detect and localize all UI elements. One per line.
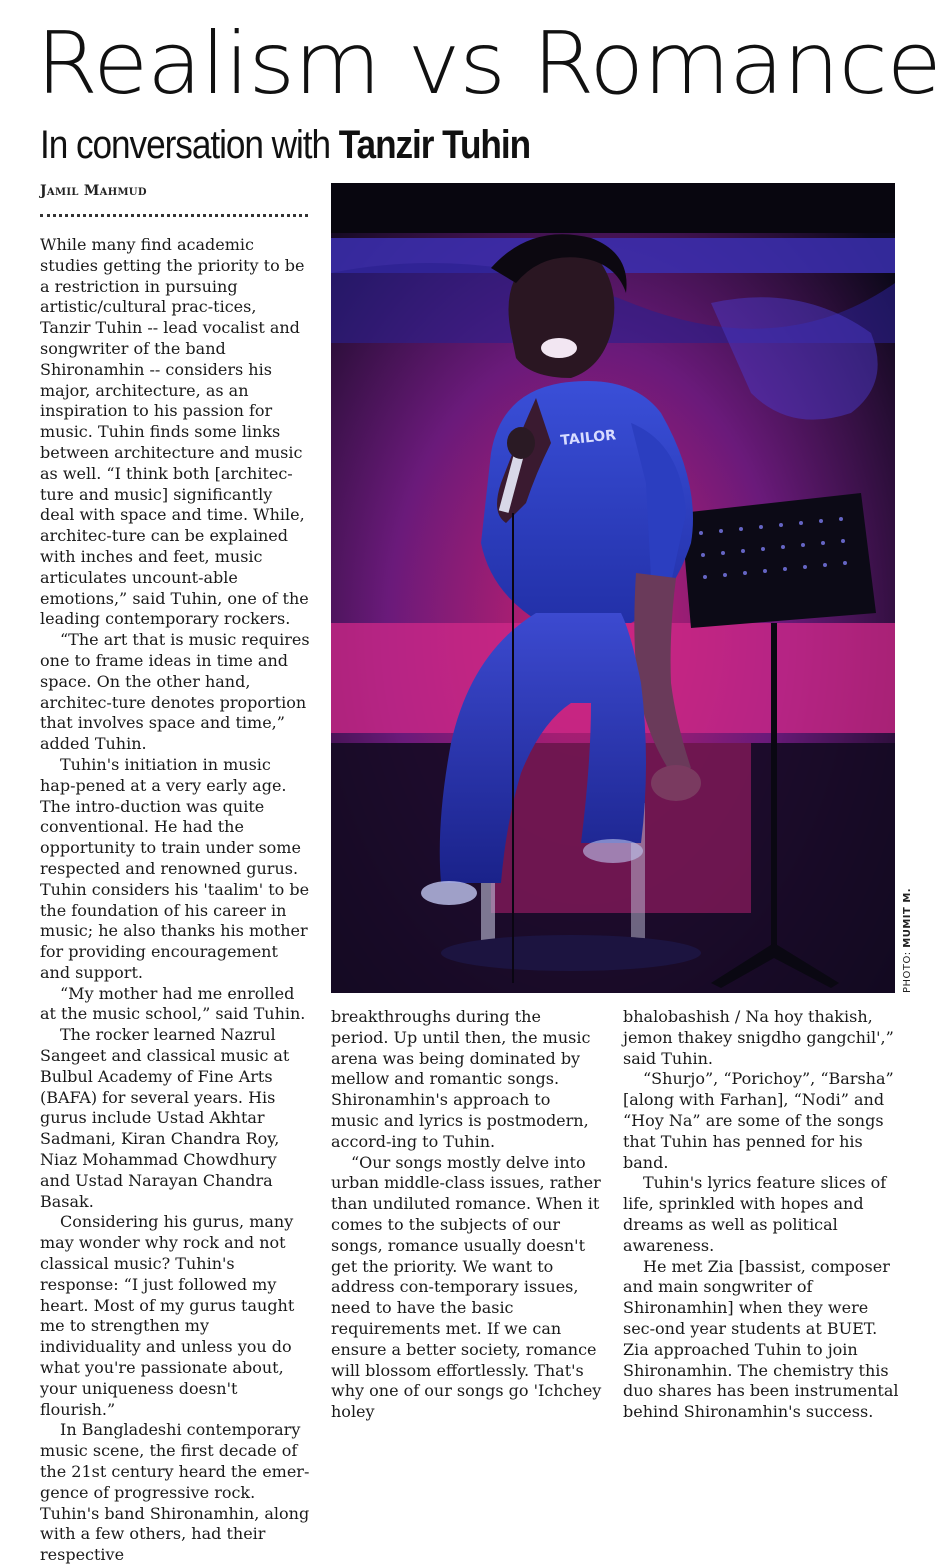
paragraph: “Our songs mostly delve into urban middle-class issues, rather than undiluted romance. When it comes to the subjects of our songs, romance usually doesn't get the priority. We want to address con-temporary issues, need to have the basic requirements met. If we can ensure a better society, romance will blossom effortlessly. That's why one of our songs go 'Ichchey holey: [331, 1152, 602, 1422]
paragraph: The rocker learned Nazrul Sangeet and classical music at Bulbul Academy of Fine Arts (BAFA) for several years. His gurus include Ustad Akhtar Sadmani, Kiran Chandra Roy, Niaz Mohammad Chowdhury and Ustad Narayan Chandra Basak.: [40, 1025, 290, 1211]
shirt-text: TAILOR: [559, 427, 617, 449]
paragraph: “Shurjo”, “Porichoy”, “Barsha” [along with Farhan], “Nodi” and “Hoy Na” are some of the songs that Tuhin has penned for his band.: [623, 1069, 894, 1172]
paragraph: In Bangladeshi contemporary music scene, the first decade of the 21st century heard the emer-gence of progressive rock. Tuhin's band Shironamhin, along with a few others, had their respective: [40, 1420, 310, 1565]
article-title: Realism vs Romance: [36, 14, 941, 114]
text-column-3: [623, 1007, 901, 1423]
article-subtitle: [40, 120, 530, 170]
paragraph: “My mother had me enrolled at the music school,” said Tuhin.: [40, 983, 306, 1024]
text-column-1: [40, 235, 310, 1566]
concert-photo: [331, 183, 895, 993]
paragraph: breakthroughs during the period. Up until then, the music arena was being dominated by mellow and romantic songs. Shironamhin's approach to music and lyrics is postmodern, accord-ing to Tuhin.: [331, 1007, 591, 1151]
subtitle-name: Tanzir Tuhin: [338, 123, 531, 167]
dotted-divider: [40, 214, 308, 217]
paragraph: bhalobashish / Na hoy thakish, jemon thakey snigdho gangchil',” said Tuhin.: [623, 1007, 894, 1068]
subtitle-prefix: In conversation with: [40, 123, 330, 167]
performer-illustration: [331, 183, 895, 993]
paragraph: Tuhin's lyrics feature slices of life, sprinkled with hopes and dreams as well as political awareness.: [623, 1173, 887, 1255]
paragraph: He met Zia [bassist, composer and main songwriter of Shironamhin] when they were sec-ond year students at BUET. Zia approached Tuhin to join Shironamhin. The chemistry this duo shares has been instrumental behind Shironamhin's success.: [623, 1256, 899, 1422]
photo-credit: [901, 873, 915, 993]
photo-credit-name: MUMIT M.: [902, 887, 913, 948]
text-column-2: [331, 1007, 603, 1423]
paragraph: While many find academic studies getting the priority to be a restriction in pursuing artistic/cultural prac-tices, Tanzir Tuhin -- lead vocalist and songwriter of the band Shironamhin -- considers his major, architecture, as an inspiration to his passion for music. Tuhin finds some links between architecture and music as well. “I think both [architec-ture and music] significantly deal with space and time. While, architec-ture can be explained with inches and feet, music articulates uncount-able emotions,” said Tuhin, one of the leading contemporary rockers.: [40, 235, 309, 629]
photo-credit-label: PHOTO:: [902, 951, 913, 993]
paragraph: Tuhin's initiation in music hap-pened at a very early age. The intro-duction was quite conventional. He had the opportunity to train under some respected and renowned gurus. Tuhin considers his 'taalim' to be the foundation of his career in music; he also thanks his mother for providing encouragement and support.: [40, 754, 310, 982]
byline: Jamil Mahmud: [40, 183, 147, 199]
paragraph: “The art that is music requires one to frame ideas in time and space. On the other hand, architec-ture denotes proportion that involves space and time,” added Tuhin.: [40, 630, 310, 754]
paragraph: Considering his gurus, many may wonder why rock and not classical music? Tuhin's response: “I just followed my heart. Most of my gurus taught me to strengthen my individuality and unless you do what you're passionate about, your uniqueness doesn't flourish.”: [40, 1212, 295, 1419]
